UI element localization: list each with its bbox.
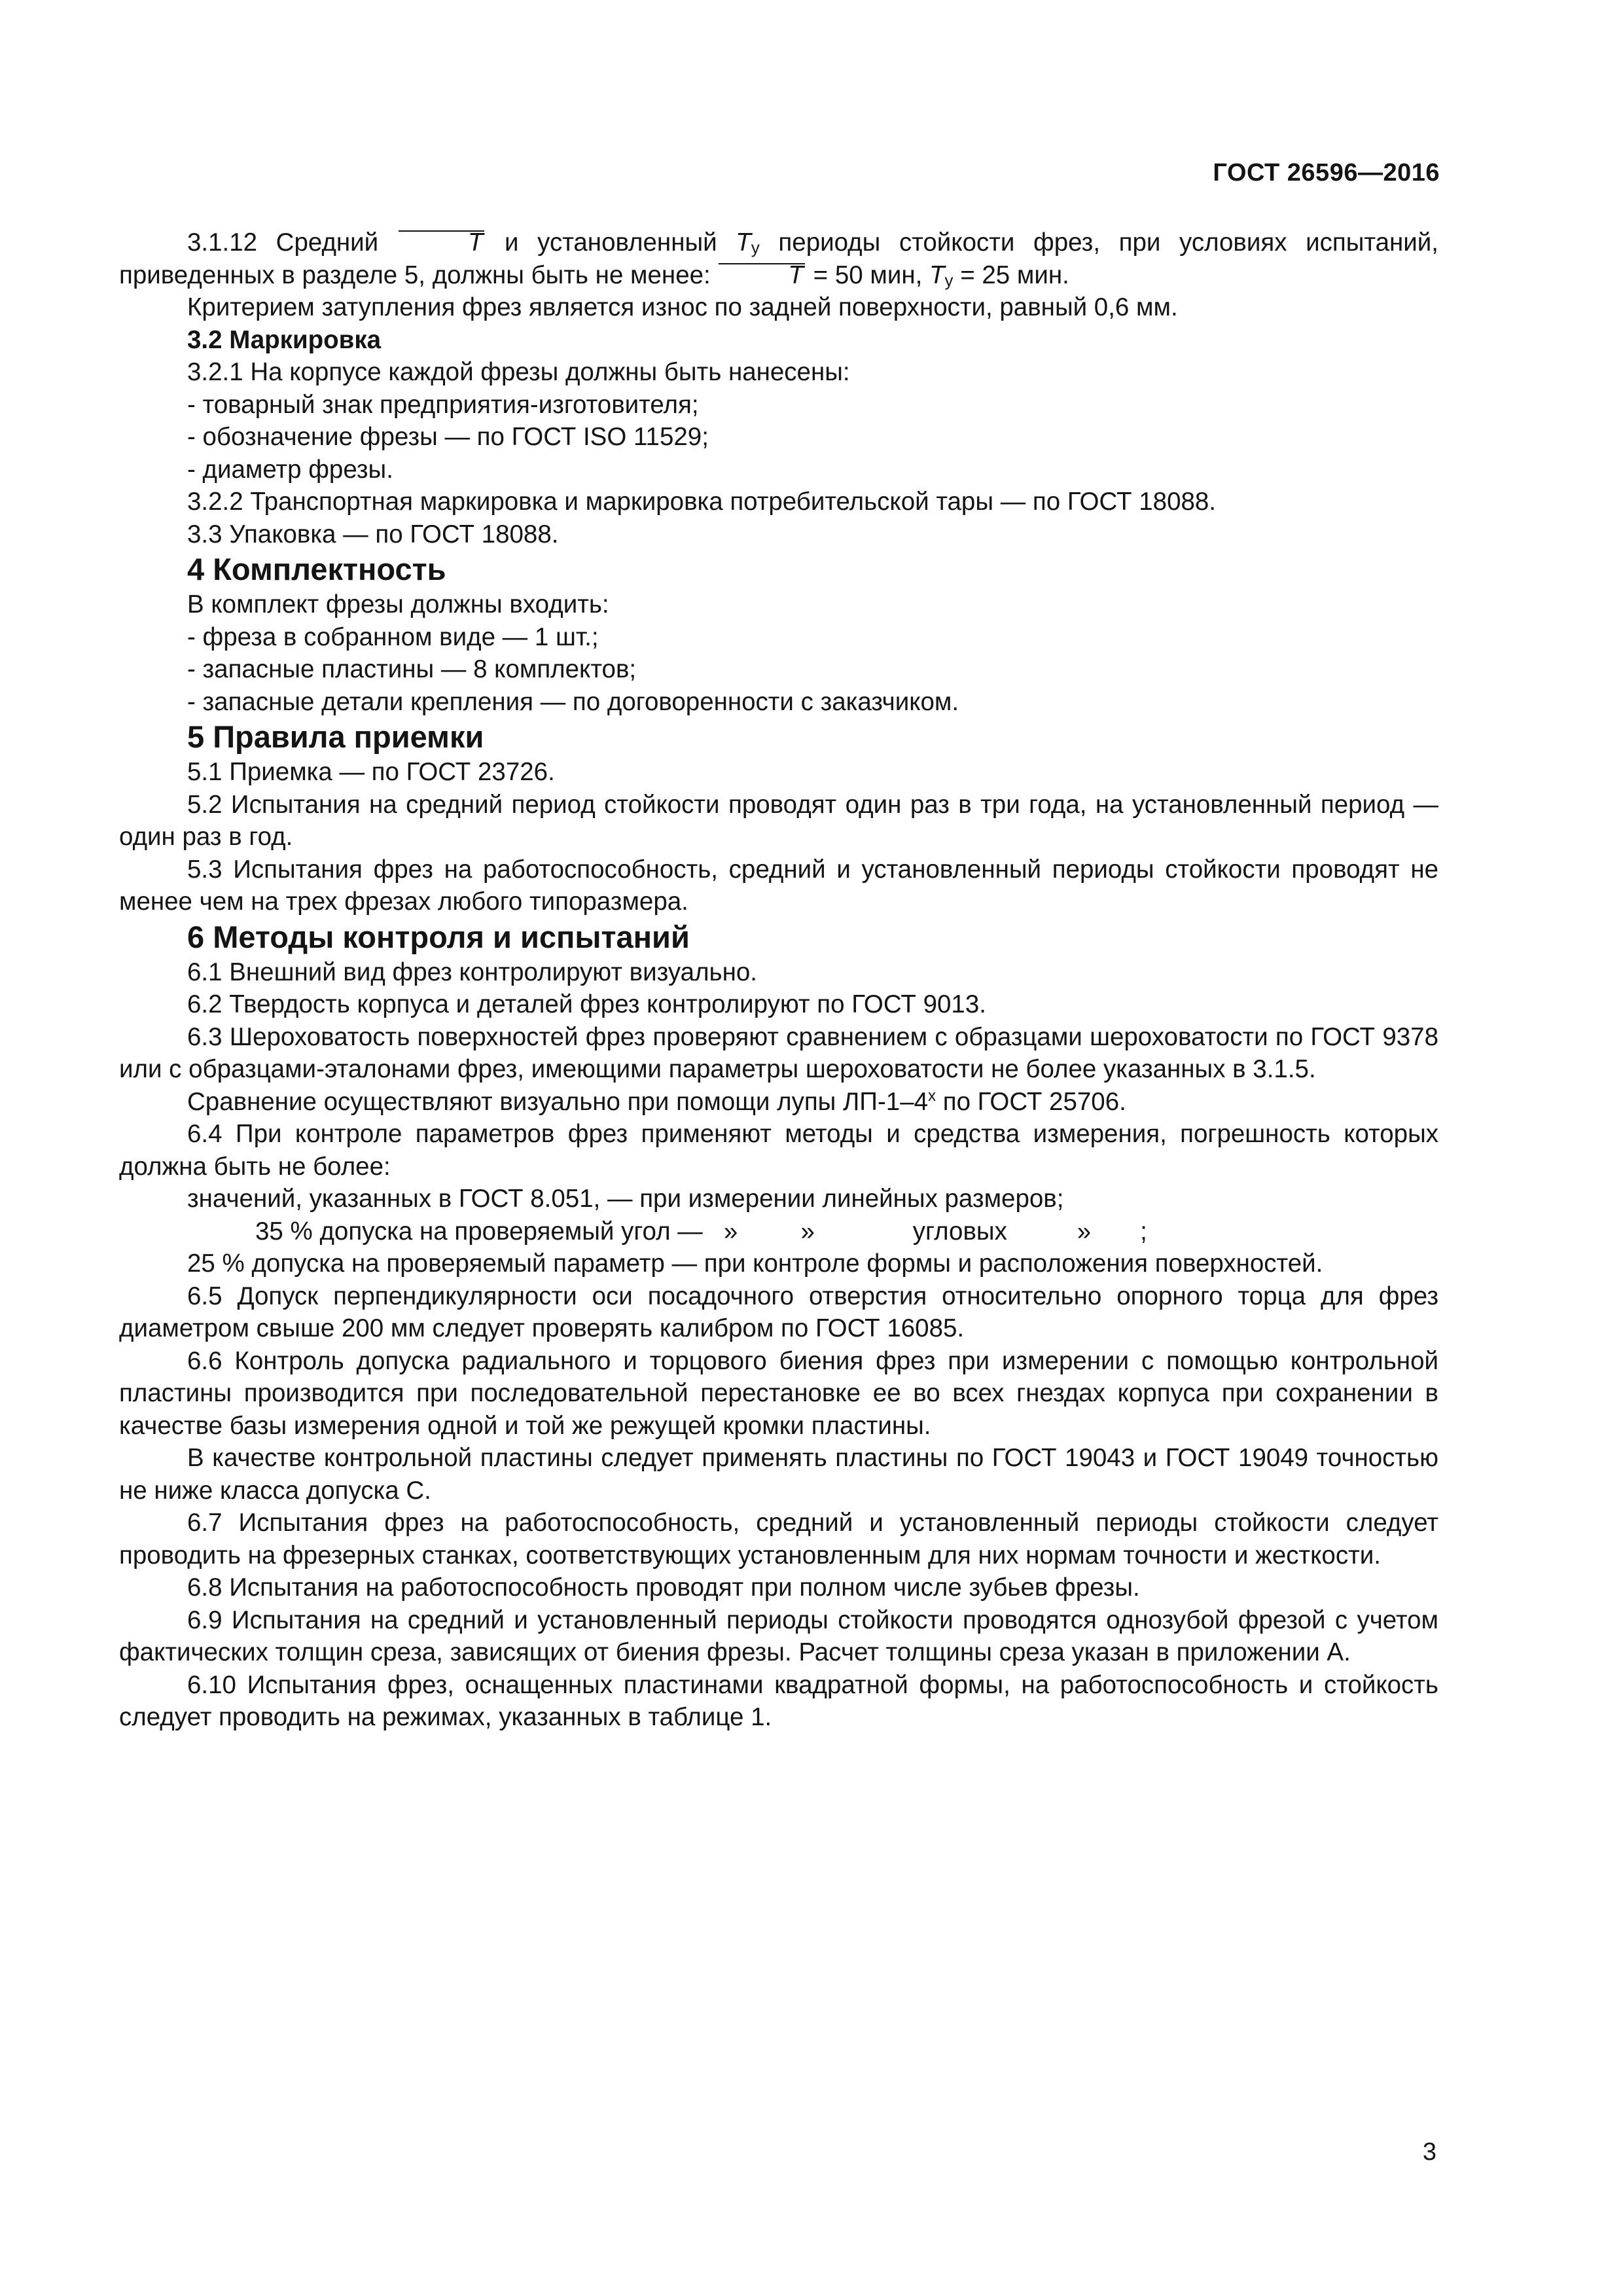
paragraph-5-1: 5.1 Приемка — по ГОСТ 23726.: [187, 758, 555, 786]
paragraph-6-6: 6.6 Контроль допуска радиального и торцового биения фрез при измерении с помощью контрольной пластины производится при последовательной перестановке ее во всех гнездах корпуса при сохранении в качестве базы измерения одной и той же режущей кромки пластины.: [119, 1346, 1438, 1440]
paragraph-6-1: 6.1 Внешний вид фрез контролируют визуально.: [187, 958, 757, 986]
document-body: [119, 226, 1438, 1734]
heading-section-6: 6 Методы контроля и испытаний: [187, 919, 690, 954]
list-item: - запасные детали крепления — по договоренности с заказчиком.: [187, 687, 959, 716]
heading-section-4: 4 Комплектность: [187, 552, 446, 586]
paragraph-6-8: 6.8 Испытания на работоспособность проводят при полном числе зубьев фрезы.: [187, 1573, 1140, 1602]
paragraph-6-3: 6.3 Шероховатость поверхностей фрез проверяют сравнением с образцами шероховатости по ГОСТ 9378 или с образцами-эталонами фрез, имеющими параметры шероховатости не более указанных в 3.1.5.: [119, 1022, 1438, 1083]
list-item: - товарный знак предприятия-изготовителя;: [187, 390, 699, 419]
set-tool-life-symbol: T: [736, 228, 751, 257]
page-number: 3: [1422, 2138, 1436, 2166]
paragraph-6-7: 6.7 Испытания фрез на работоспособность, средний и установленный периоды стойкости следует проводить на фрезерных станках, соответствующих установленным для них нормам точности и жесткости.: [119, 1509, 1438, 1570]
paragraph-6-9: 6.9 Испытания на средний и установленный периоды стойкости проводятся однозубой фрезой с учетом фактических толщин среза, зависящих от биения фрезы. Расчет толщины среза указан в приложении А.: [119, 1605, 1438, 1666]
paragraph-6-6-b: В качестве контрольной пластины следует применять пластины по ГОСТ 19043 и ГОСТ 19049 точностью не ниже класса допуска С.: [119, 1444, 1438, 1505]
heading-3-2: 3.2 Маркировка: [187, 325, 382, 354]
list-item: - диаметр фрезы.: [187, 455, 393, 484]
paragraph-3-1-12: 3.1.12 Средний T и установленный $T_у$ периоды стойкости фрез, при условиях испытаний, приведенных в разделе 5, должны быть не менее: T = 50 мин, $T_у = 25$ мин.: [119, 228, 1438, 290]
paragraph-3-3: 3.3 Упаковка — по ГОСТ 18088.: [187, 520, 559, 548]
mean-tool-life-symbol: T: [399, 230, 485, 254]
paragraph-6-4-a: значений, указанных в ГОСТ 8.051, — при измерении линейных размеров;: [187, 1185, 1064, 1213]
paragraph-5-3: 5.3 Испытания фрез на работоспособность, средний и установленный периоды стойкости проводят не менее чем на трех фрезах любого типоразмера.: [119, 855, 1438, 916]
standard-header: ГОСТ 26596—2016: [1213, 159, 1440, 187]
paragraph-6-3-comparison: Сравнение осуществляют визуально при помощи лупы ЛП-1–4$^x$ по ГОСТ 25706.: [187, 1086, 1126, 1116]
paragraph-3-2-2: 3.2.2 Транспортная маркировка и маркировка потребительской тары — по ГОСТ 18088.: [187, 488, 1216, 516]
paragraph-criterion: Критерием затупления фрез является износ по задней поверхности, равный 0,6 мм.: [187, 293, 1178, 321]
list-item: - обозначение фрезы — по ГОСТ ISO 11529;: [187, 423, 709, 451]
paragraph-6-5: 6.5 Допуск перпендикулярности оси посадочного отверстия относительно опорного торца для фрез диаметром свыше 200 мм следует проверять калибром по ГОСТ 16085.: [119, 1282, 1438, 1342]
paragraph-6-4-c: 25 % допуска на проверяемый параметр — при контроле формы и расположения поверхностей.: [187, 1249, 1323, 1278]
paragraph-4-intro: В комплект фрезы должны входить:: [187, 590, 609, 619]
heading-section-5: 5 Правила приемки: [187, 719, 484, 754]
paragraph-6-2: 6.2 Твердость корпуса и деталей фрез контролируют по ГОСТ 9013.: [187, 990, 986, 1018]
paragraph-6-10: 6.10 Испытания фрез, оснащенных пластинами квадратной формы, на работоспособность и стойкость следует проводить на режимах, указанных в таблице 1.: [119, 1670, 1438, 1731]
list-item: - запасные пластины — 8 комплектов;: [187, 655, 637, 683]
paragraph-6-4-b: 35 % допуска на проверяемый угол — » » угловых » ;: [255, 1217, 1147, 1246]
paragraph-6-4: 6.4 При контроле параметров фрез применяют методы и средства измерения, погрешность которых должна быть не более:: [119, 1120, 1438, 1181]
paragraph-3-2-1: 3.2.1 На корпусе каждой фрезы должны быть нанесены:: [187, 358, 850, 386]
list-item: - фреза в собранном виде — 1 шт.;: [187, 622, 599, 651]
paragraph-5-2: 5.2 Испытания на средний период стойкости проводят один раз в три года, на установленный период — один раз в год.: [119, 790, 1438, 851]
